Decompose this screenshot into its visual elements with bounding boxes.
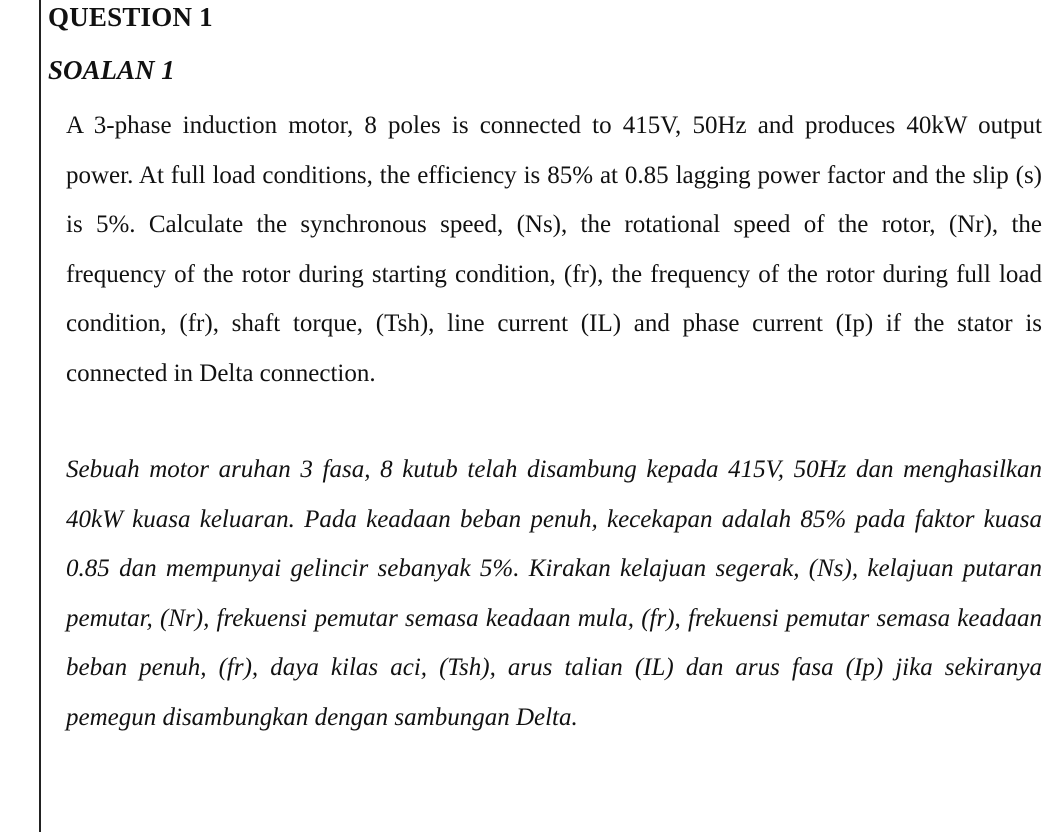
question-text-malay: Sebuah motor aruhan 3 fasa, 8 kutub telah disambung kepada 415V, 50Hz dan menghasilkan 40kW kuasa keluaran. Pada keadaan beban penuh, kecekapan adalah 85% pada faktor kuasa 0.85 dan mempunyai gelincir sebanyak 5%. Kirakan kelajuan segerak, (Ns), kelajuan putaran pemutar, (Nr), frekuensi pemutar semasa keadaan mula, (fr), frekuensi pemutar semasa keadaan beban penuh, (fr), daya kilas aci, (Tsh), arus talian (IL) dan arus fasa (Ip) jika sekiranya pemegun disambungkan dengan sambungan Delta.	[66, 456, 1042, 731]
question-title: QUESTION 1	[48, 2, 213, 32]
left-margin-rule	[39, 0, 41, 832]
question-title-malay: SOALAN 1	[48, 55, 175, 85]
question-text-english: A 3-phase induction motor, 8 poles is connected to 415V, 50Hz and produces 40kW output power. At full load conditions, the efficiency is 85% at 0.85 lagging power factor and the slip (s) is 5%. Calculate the synchronous speed, (Ns), the rotational speed of the rotor, (Nr), the frequency of the rotor during starting condition, (fr), the frequency of the rotor during full load condition, (fr), shaft torque, (Tsh), line current (IL) and phase current (Ip) if the stator is connected in Delta connection.	[66, 112, 1042, 387]
